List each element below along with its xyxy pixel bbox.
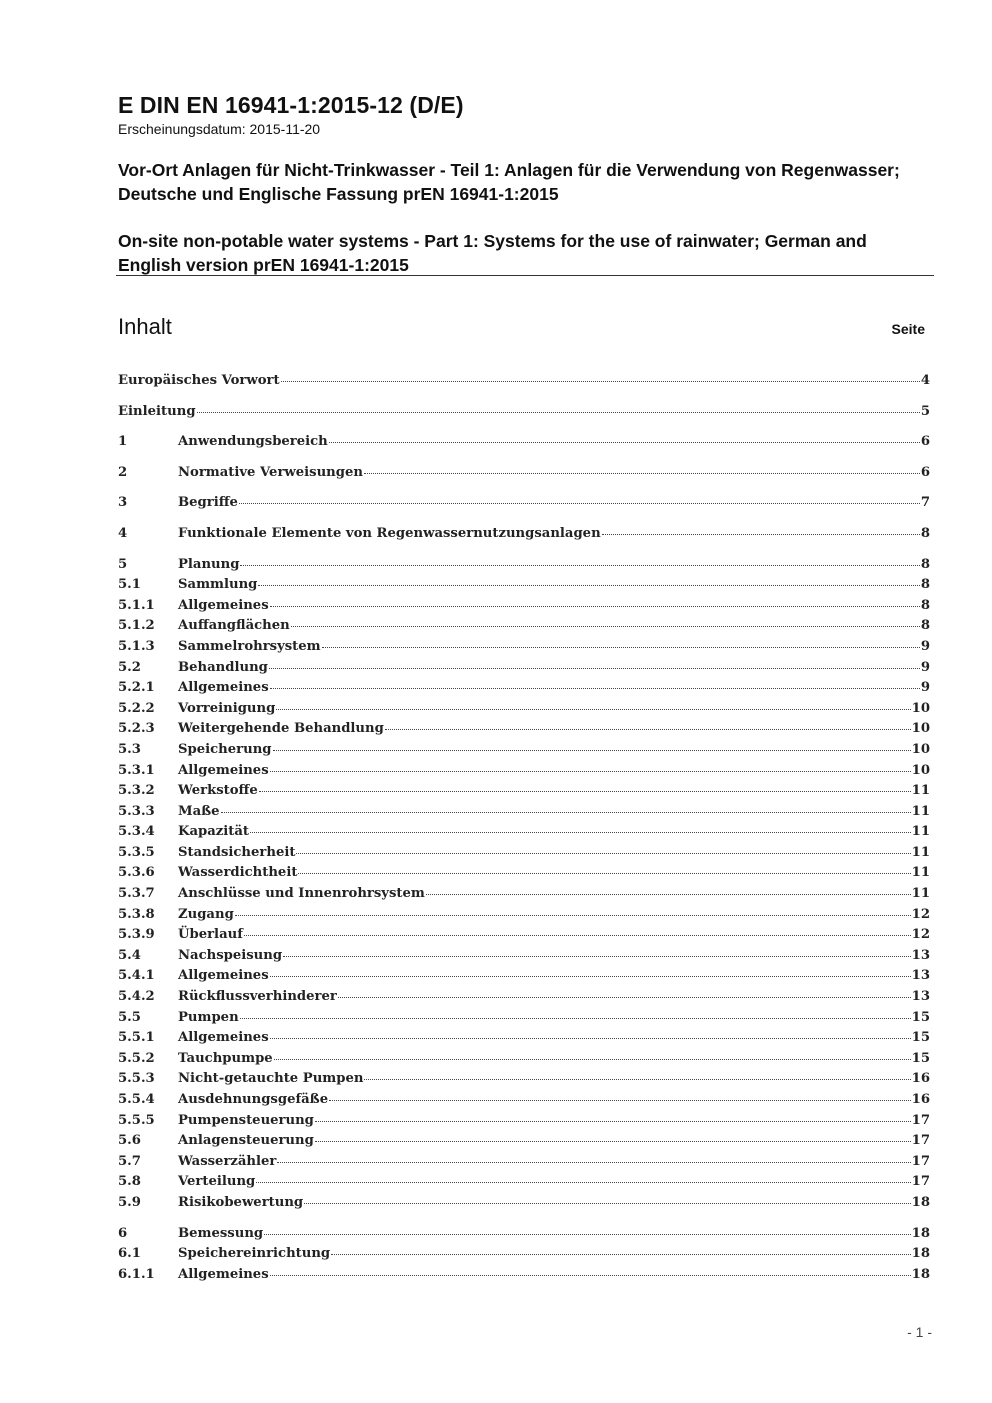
toc-entry-number: 5.5.5 <box>118 1112 155 1128</box>
toc-dot-leader <box>291 615 920 629</box>
toc-entry-page: 7 <box>920 495 930 511</box>
toc-entry[interactable] <box>118 1171 930 1192</box>
toc-entry[interactable] <box>118 1192 930 1213</box>
table-of-contents <box>118 370 930 1284</box>
toc-entry-number: 5.4.1 <box>118 968 155 984</box>
toc-entry-page: 11 <box>911 865 930 881</box>
toc-entry-number: 5.8 <box>118 1174 141 1190</box>
toc-dot-leader <box>270 760 911 774</box>
toc-entry-number: 6 <box>118 1225 128 1241</box>
toc-entry-number: 5.3.6 <box>118 865 155 881</box>
toc-entry[interactable] <box>118 924 930 945</box>
toc-entry-number: 5.5.1 <box>118 1030 155 1046</box>
toc-dot-leader <box>270 1027 911 1041</box>
toc-entry[interactable] <box>118 862 930 883</box>
toc-entry[interactable] <box>118 1264 930 1285</box>
toc-entry-page: 11 <box>911 886 930 902</box>
toc-entry-title: Auffangflächen <box>178 618 290 634</box>
toc-entry-page: 4 <box>920 373 930 388</box>
toc-entry-page: 11 <box>911 783 930 799</box>
toc-entry-title: Wasserdichtheit <box>178 865 298 881</box>
toc-entry[interactable] <box>118 986 930 1007</box>
toc-entry-number: 5.2.2 <box>118 700 155 716</box>
toc-entry-page: 13 <box>911 989 930 1005</box>
toc-entry[interactable] <box>118 842 930 863</box>
toc-entry-number: 3 <box>118 495 128 511</box>
toc-entry[interactable] <box>118 431 930 452</box>
toc-dot-leader <box>338 986 911 1000</box>
toc-entry[interactable] <box>118 1089 930 1110</box>
toc-entry[interactable] <box>118 462 930 483</box>
toc-entry-page: 18 <box>911 1246 930 1262</box>
toc-entry-number: 5.3.2 <box>118 783 155 799</box>
toc-entry-title: Sammlung <box>178 577 258 593</box>
toc-dot-leader <box>239 492 920 506</box>
toc-entry-page: 8 <box>920 525 930 541</box>
toc-entry-number: 5.3.3 <box>118 803 155 819</box>
toc-entry-title: Risikobewertung <box>178 1194 304 1210</box>
toc-dot-leader <box>315 1110 911 1124</box>
toc-entry-title: Verteilung <box>178 1174 256 1190</box>
publication-date: Erscheinungsdatum: 2015-11-20 <box>118 121 321 137</box>
toc-entry-page: 15 <box>911 1050 930 1066</box>
toc-entry-number: 5.3.4 <box>118 824 155 840</box>
toc-entry-title: Speichereinrichtung <box>178 1246 331 1262</box>
toc-entry-page: 17 <box>911 1153 930 1169</box>
toc-entry-title: Allgemeines <box>178 1266 269 1282</box>
toc-entry-page: 9 <box>920 659 930 675</box>
toc-entry-number: 4 <box>118 525 128 541</box>
toc-entry-number: 5.2.3 <box>118 721 155 737</box>
toc-entry-number: 5.3.9 <box>118 927 155 943</box>
toc-entry-number: 5.3.7 <box>118 886 155 902</box>
toc-dot-leader <box>221 801 911 815</box>
toc-entry-page: 5 <box>920 403 930 419</box>
toc-entry[interactable] <box>118 1243 930 1264</box>
toc-entry[interactable] <box>118 1027 930 1048</box>
toc-entry-page: 15 <box>911 1009 930 1025</box>
toc-entry-title: Pumpen <box>178 1009 239 1025</box>
toc-entry[interactable] <box>118 1048 930 1069</box>
toc-entry-title: Allgemeines <box>178 968 269 984</box>
toc-entry[interactable] <box>118 492 930 513</box>
toc-entry-title: Kapazität <box>178 824 249 840</box>
toc-dot-leader <box>250 821 911 835</box>
toc-entry-title: Speicherung <box>178 741 272 757</box>
toc-entry[interactable] <box>118 554 930 575</box>
toc-entry-page: 13 <box>911 968 930 984</box>
toc-dot-leader <box>329 1089 911 1103</box>
toc-entry[interactable] <box>118 801 930 822</box>
toc-entry-title: Werkstoffe <box>178 783 258 799</box>
toc-dot-leader <box>602 523 920 537</box>
toc-entry-number: 6.1.1 <box>118 1266 155 1282</box>
toc-entry-title: Planung <box>178 556 240 572</box>
toc-entry[interactable] <box>118 370 930 391</box>
toc-entry-page: 13 <box>911 947 930 963</box>
toc-dot-leader <box>281 370 920 384</box>
toc-dot-leader <box>235 904 911 918</box>
toc-entry-title: Standsicherheit <box>178 844 296 860</box>
toc-entry-page: 11 <box>911 803 930 819</box>
toc-entry[interactable] <box>118 595 930 616</box>
toc-entry-number: 5.9 <box>118 1194 141 1210</box>
toc-entry-number: 5.2 <box>118 659 141 675</box>
toc-entry[interactable] <box>118 401 930 422</box>
toc-entry-page: 10 <box>911 741 930 757</box>
toc-entry-title: Allgemeines <box>178 597 269 613</box>
toc-entry[interactable] <box>118 1151 930 1172</box>
toc-entry[interactable] <box>118 1110 930 1131</box>
toc-entry[interactable] <box>118 698 930 719</box>
toc-entry-number: 5 <box>118 556 128 572</box>
toc-entry-page: 10 <box>911 700 930 716</box>
toc-dot-leader <box>322 636 920 650</box>
toc-entry-page: 15 <box>911 1030 930 1046</box>
page-number: - 1 - <box>907 1324 932 1340</box>
toc-entry-title: Zugang <box>178 906 234 922</box>
toc-dot-leader <box>258 574 919 588</box>
toc-dot-leader <box>277 1151 910 1165</box>
toc-dot-leader <box>276 698 910 712</box>
toc-entry-page: 12 <box>911 927 930 943</box>
toc-page-column-label: Seite <box>891 321 925 337</box>
toc-entry[interactable] <box>118 1130 930 1151</box>
toc-entry-title: Funktionale Elemente von Regenwassernutzungsanlagen <box>178 525 601 541</box>
toc-entry-page: 8 <box>920 577 930 593</box>
toc-entry-number: 6.1 <box>118 1246 141 1262</box>
toc-entry-title: Sammelrohrsystem <box>178 638 321 654</box>
toc-entry-title: Bemessung <box>178 1225 264 1241</box>
toc-dot-leader <box>296 842 910 856</box>
toc-entry-number: 5.5.4 <box>118 1092 155 1107</box>
toc-entry-title: Vorreinigung <box>178 700 276 716</box>
toc-entry-number: 5.4.2 <box>118 989 155 1005</box>
toc-entry[interactable] <box>118 1068 930 1089</box>
toc-entry[interactable] <box>118 677 930 698</box>
toc-entry-page: 16 <box>911 1092 930 1107</box>
toc-dot-leader <box>283 945 911 959</box>
toc-entry-page: 12 <box>911 906 930 922</box>
toc-dot-leader <box>426 883 911 897</box>
toc-entry-number: 5.3.5 <box>118 844 155 860</box>
toc-entry-title: Anlagensteuerung <box>178 1133 314 1149</box>
toc-entry-title: Nicht-getauchte Pumpen <box>178 1071 364 1087</box>
toc-entry-title: Allgemeines <box>178 680 269 696</box>
toc-dot-leader <box>270 595 920 609</box>
toc-entry-title: Europäisches Vorwort <box>118 373 280 388</box>
toc-entry-number: 5.3.8 <box>118 906 155 922</box>
toc-heading: Inhalt <box>118 314 172 339</box>
toc-entry-title: Normative Verweisungen <box>178 464 363 480</box>
toc-entry-title: Allgemeines <box>178 762 269 778</box>
toc-entry-number: 5.5.3 <box>118 1071 155 1087</box>
toc-entry-number: 1 <box>118 434 128 450</box>
toc-entry-page: 8 <box>920 556 930 572</box>
toc-dot-leader <box>270 965 911 979</box>
toc-entry-number: 5.5 <box>118 1009 141 1025</box>
toc-entry-page: 10 <box>911 721 930 737</box>
toc-dot-leader <box>329 431 920 445</box>
toc-entry-title: Weitergehende Behandlung <box>178 721 384 737</box>
toc-dot-leader <box>197 401 920 415</box>
toc-entry-title: Maße <box>178 803 220 819</box>
toc-entry-page: 8 <box>920 618 930 634</box>
toc-entry-page: 10 <box>911 762 930 778</box>
toc-dot-leader <box>331 1243 910 1257</box>
toc-entry-number: 5.1.3 <box>118 638 155 654</box>
toc-entry[interactable] <box>118 615 930 636</box>
toc-entry[interactable] <box>118 574 930 595</box>
toc-entry[interactable] <box>118 1223 930 1244</box>
toc-dot-leader <box>274 1048 911 1062</box>
toc-entry-number: 5.1.2 <box>118 618 155 634</box>
document-title: E DIN EN 16941-1:2015-12 (D/E) <box>118 92 464 118</box>
toc-dot-leader <box>304 1192 911 1206</box>
toc-entry-number: 5.2.1 <box>118 680 155 696</box>
toc-entry-title: Tauchpumpe <box>178 1050 273 1066</box>
toc-entry[interactable] <box>118 718 930 739</box>
toc-entry-page: 16 <box>911 1071 930 1087</box>
toc-entry-title: Einleitung <box>118 403 196 419</box>
toc-entry-title: Behandlung <box>178 659 268 675</box>
toc-entry-page: 9 <box>920 680 930 696</box>
toc-entry[interactable] <box>118 739 930 760</box>
toc-entry-title: Nachspeisung <box>178 947 283 963</box>
toc-dot-leader <box>269 657 920 671</box>
toc-entry[interactable] <box>118 780 930 801</box>
toc-entry-title: Anschlüsse und Innenrohrsystem <box>178 886 425 902</box>
toc-dot-leader <box>315 1130 911 1144</box>
toc-entry-page: 17 <box>911 1112 930 1128</box>
toc-entry-number: 5.3 <box>118 741 141 757</box>
title-divider <box>116 275 934 276</box>
toc-entry-title: Allgemeines <box>178 1030 269 1046</box>
toc-entry-title: Überlauf <box>178 927 243 943</box>
toc-entry-number: 5.1 <box>118 577 141 593</box>
toc-entry-page: 6 <box>920 434 930 450</box>
toc-dot-leader <box>273 739 911 753</box>
toc-entry-page: 11 <box>911 824 930 840</box>
toc-entry[interactable] <box>118 965 930 986</box>
toc-dot-leader <box>256 1171 910 1185</box>
toc-entry-number: 5.3.1 <box>118 762 155 778</box>
toc-entry[interactable] <box>118 821 930 842</box>
toc-entry[interactable] <box>118 945 930 966</box>
toc-entry[interactable] <box>118 523 930 544</box>
toc-entry-page: 17 <box>911 1174 930 1190</box>
toc-entry-title: Pumpensteuerung <box>178 1112 314 1128</box>
toc-entry[interactable] <box>118 904 930 925</box>
english-title: On-site non-potable water systems - Part 1: Systems for the use of rainwater; German and English version prEN 16941-1:2015 <box>118 231 867 275</box>
toc-entry-page: 18 <box>911 1266 930 1282</box>
toc-entry-number: 5.1.1 <box>118 597 155 613</box>
german-title: Vor-Ort Anlagen für Nicht-Trinkwasser - Teil 1: Anlagen für die Verwendung von Regenwasser; Deutsche und Englische Fassung prEN 16941-1:2015 <box>118 160 900 204</box>
toc-dot-leader <box>364 462 920 476</box>
toc-dot-leader <box>240 554 919 568</box>
toc-entry-title: Rückflussverhinderer <box>178 989 337 1005</box>
toc-entry-page: 18 <box>911 1225 930 1241</box>
toc-entry-number: 5.4 <box>118 947 141 963</box>
toc-entry-page: 8 <box>920 597 930 613</box>
toc-entry[interactable] <box>118 636 930 657</box>
toc-dot-leader <box>240 1007 911 1021</box>
toc-entry-page: 9 <box>920 638 930 654</box>
toc-entry[interactable] <box>118 760 930 781</box>
toc-entry-page: 18 <box>911 1194 930 1210</box>
toc-entry-page: 6 <box>920 464 930 480</box>
toc-dot-leader <box>259 780 911 794</box>
toc-entry[interactable] <box>118 657 930 678</box>
toc-entry-title: Begriffe <box>178 495 238 511</box>
toc-entry-title: Wasserzähler <box>178 1153 277 1169</box>
toc-entry[interactable] <box>118 883 930 904</box>
toc-dot-leader <box>270 1264 911 1278</box>
toc-entry-number: 5.7 <box>118 1153 141 1169</box>
toc-entry-page: 17 <box>911 1133 930 1149</box>
toc-entry-number: 5.5.2 <box>118 1050 155 1066</box>
toc-dot-leader <box>385 718 911 732</box>
toc-entry-page: 11 <box>911 844 930 860</box>
toc-entry-number: 5.6 <box>118 1133 141 1149</box>
toc-entry-title: Ausdehnungsgefäße <box>178 1092 329 1107</box>
toc-entry-title: Anwendungsbereich <box>178 434 328 450</box>
toc-entry[interactable] <box>118 1007 930 1028</box>
toc-dot-leader <box>298 862 910 876</box>
toc-dot-leader <box>270 677 920 691</box>
toc-dot-leader <box>264 1223 911 1237</box>
toc-dot-leader <box>244 924 911 938</box>
toc-entry-number: 2 <box>118 464 128 480</box>
toc-dot-leader <box>364 1068 910 1082</box>
